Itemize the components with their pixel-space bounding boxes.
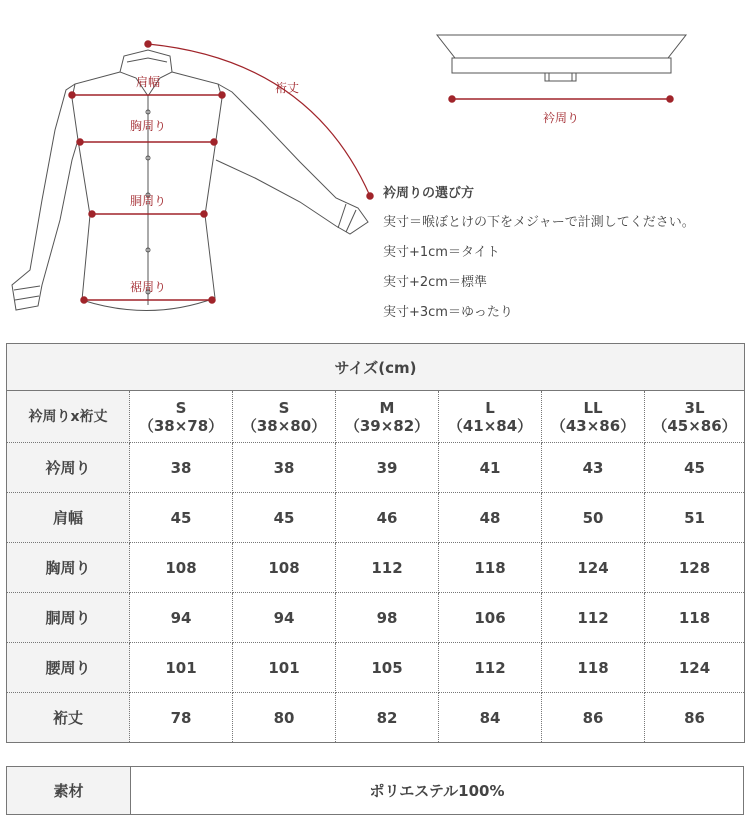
table-row [7,693,745,743]
table-cell: 51 [645,493,745,543]
table-cell: 50 [542,493,645,543]
row-label: 衿周り [7,443,130,493]
table-cell: 86 [542,693,645,743]
table-cell: 43 [542,443,645,493]
table-cell: 41 [439,443,542,493]
table-row [7,443,745,493]
table-cell: 101 [130,643,233,693]
table-cell: 128 [645,543,745,593]
table-cell: 86 [645,693,745,743]
size-header-corner: 衿周りx裄丈 [7,391,130,443]
table-cell: 118 [439,543,542,593]
table-cell: 106 [439,593,542,643]
size-header-cell: S （38×80） [233,391,336,443]
table-cell: 45 [233,493,336,543]
size-header-cell: LL （43×86） [542,391,645,443]
table-cell: 80 [233,693,336,743]
size-table-caption: サイズ(cm) [7,344,745,391]
table-cell: 82 [336,693,439,743]
guide-line-measure: 実寸＝喉ぼとけの下をメジャーで計測してください。 [383,215,695,230]
table-cell: 124 [542,543,645,593]
table-cell: 98 [336,593,439,643]
table-cell: 46 [336,493,439,543]
row-label: 腰周り [7,643,130,693]
table-cell: 84 [439,693,542,743]
table-cell: 38 [233,443,336,493]
table-cell: 108 [233,543,336,593]
table-cell: 94 [233,593,336,643]
guide-line-standard: 実寸+2cm＝標準 [383,275,487,290]
material-value: ポリエステル100% [131,767,744,815]
guide-title: 衿周りの選び方 [383,186,475,201]
table-cell: 48 [439,493,542,543]
table-cell: 45 [130,493,233,543]
table-cell: 39 [336,443,439,493]
size-header-cell: S （38×78） [130,391,233,443]
label-chest: 胸周り [129,119,167,133]
label-waist: 胴周り [129,194,167,208]
size-header-row [7,391,745,443]
size-header-cell: M （39×82） [336,391,439,443]
material-label: 素材 [7,767,131,815]
table-cell: 108 [130,543,233,593]
table-cell: 118 [645,593,745,643]
size-table [6,343,745,743]
table-row [7,493,745,543]
table-row [7,643,745,693]
guide-line-loose: 実寸+3cm＝ゆったり [383,305,513,320]
shirt-body-outline [72,72,222,311]
row-label: 肩幅 [7,493,130,543]
label-sleeve: 裄丈 [274,81,300,95]
table-cell: 101 [233,643,336,693]
size-header-cell: 3L （45×86） [645,391,745,443]
row-label: 胴周り [7,593,130,643]
row-label: 胸周り [7,543,130,593]
table-cell: 45 [645,443,745,493]
collar-band-illustration [437,35,686,58]
label-hem: 裾周り [129,280,167,294]
guide-line-tight: 実寸+1cm＝タイト [383,245,500,260]
table-row [7,593,745,643]
collar-size-guide [383,186,748,335]
table-cell: 78 [130,693,233,743]
size-header-cell: L （41×84） [439,391,542,443]
table-cell: 38 [130,443,233,493]
table-row [7,543,745,593]
table-cell: 112 [336,543,439,593]
table-cell: 94 [130,593,233,643]
table-cell: 105 [336,643,439,693]
shirt-left-sleeve [12,84,78,310]
material-table [6,766,744,815]
table-cell: 112 [542,593,645,643]
table-cell: 118 [542,643,645,693]
table-cell: 124 [645,643,745,693]
label-shoulder: 肩幅 [135,75,161,89]
table-cell: 112 [439,643,542,693]
row-label: 裄丈 [7,693,130,743]
shirt-collar-outline [120,50,172,96]
label-collar: 衿周り [542,111,580,125]
shirt-right-sleeve [216,84,368,234]
